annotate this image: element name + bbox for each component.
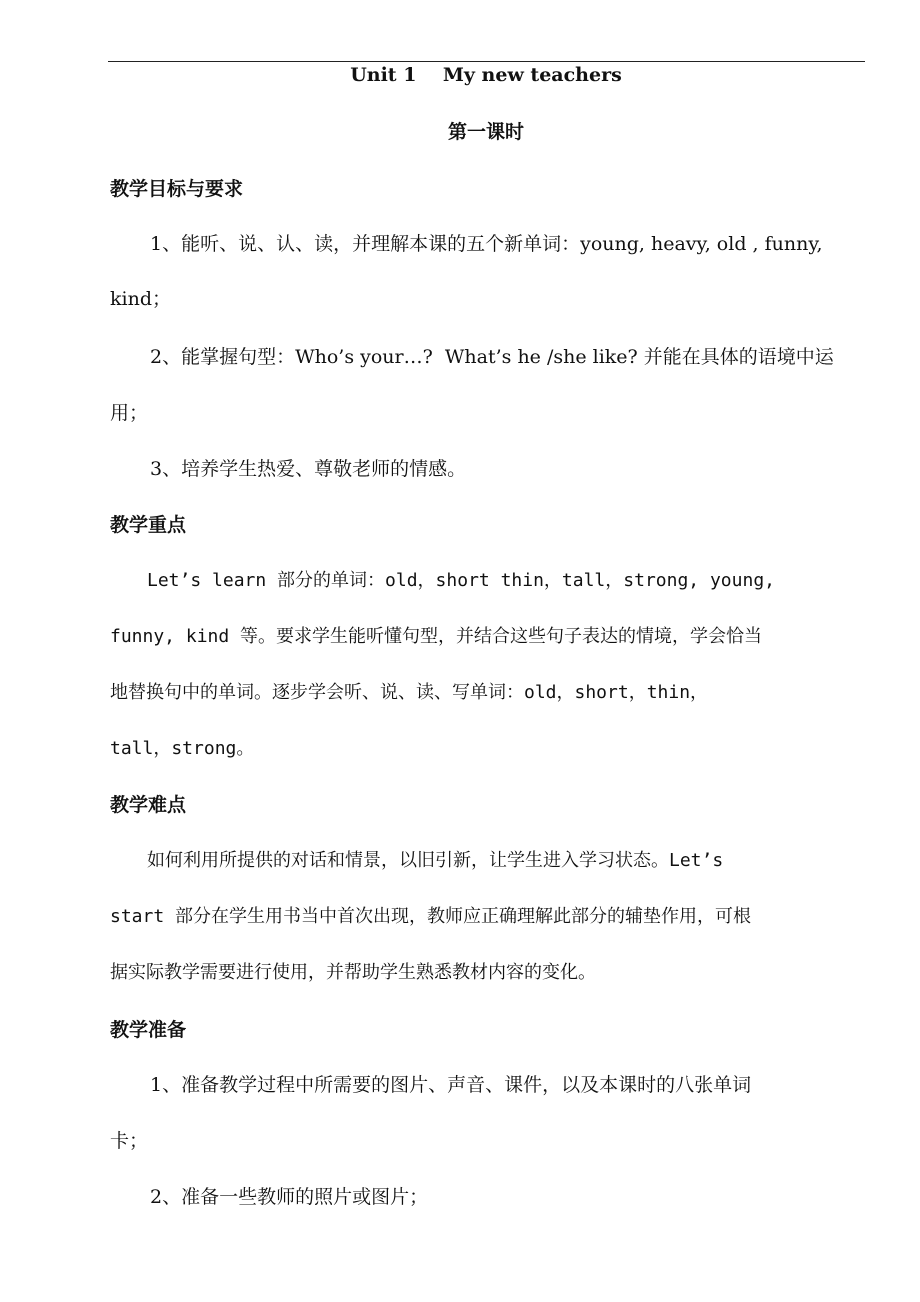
difficulties-line-3: 据实际教学需要进行使用，并帮助学生熟悉教材内容的变化。 [110,962,596,983]
difficulties-line-1: 如何利用所提供的对话和情景，以旧引新，让学生进入学习状态。Let’s [147,850,724,871]
key-points-line-3: 地替换句中的单词。逐步学会听、说、读、写单词：old，short，thin， [110,682,709,703]
key-points-heading: 教学重点 [110,514,187,536]
lesson-title: 第一课时 [447,121,524,143]
header-rule [108,61,865,62]
difficulties-line-2: start 部分在学生用书当中首次出现，教师应正确理解此部分的辅垫作用，可根 [110,906,752,927]
objective-line-5: 3、培养学生热爱、尊敬老师的情感。 [150,458,467,480]
preparation-line-3: 2、准备一些教师的照片或图片； [150,1186,429,1208]
unit-title: Unit 1 My new teachers [350,64,622,86]
key-points-line-2: funny, kind 等。要求学生能听懂句型，并结合这些句子表达的情境，学会恰当 [110,626,763,647]
preparation-heading: 教学准备 [110,1019,187,1041]
key-points-line-1: Let’s learn 部分的单词：old，short thin，tall，strong, young, [147,570,775,591]
objective-line-4: 用； [110,402,149,424]
objective-line-3: 2、能掌握句型：Who’s your…? What’s he /she like? 并能在具体的语境中运 [150,346,834,368]
key-points-line-4: tall，strong。 [110,738,255,759]
preparation-line-2: 卡； [110,1130,149,1152]
objective-line-1: 1、能听、说、认、读，并理解本课的五个新单词：young, heavy, old , funny, [150,233,823,255]
objective-line-2: kind； [110,288,171,310]
difficulties-heading: 教学难点 [110,794,187,816]
objectives-heading: 教学目标与要求 [110,178,244,200]
preparation-line-1: 1、准备教学过程中所需要的图片、声音、课件，以及本课时的八张单词 [150,1074,752,1096]
